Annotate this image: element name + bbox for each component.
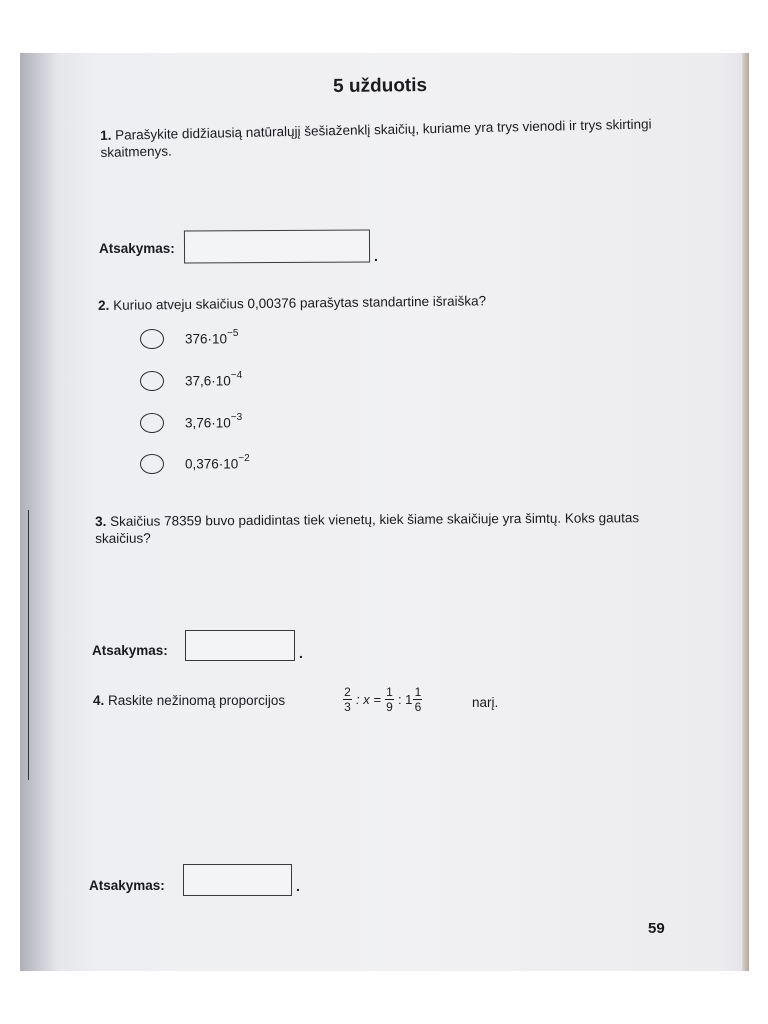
page-title: 5 užduotis	[333, 75, 428, 97]
question-2-text: Kuriuo atveju skaičius 0,00376 parašytas standartine išraiška?	[113, 293, 487, 313]
fraction-one-ninth	[385, 686, 394, 713]
fraction-2-denominator: 9	[386, 700, 393, 714]
fraction-one-sixth	[413, 686, 422, 713]
question-1-number: 1.	[100, 127, 112, 143]
page-number: 59	[648, 920, 665, 937]
option-b	[185, 372, 242, 389]
option-a	[185, 330, 238, 347]
answer-4-label: Atsakymas:	[89, 878, 165, 893]
question-3	[95, 509, 675, 547]
page-edge	[742, 53, 749, 971]
option-b-base: 37,6·10	[185, 373, 231, 389]
fraction-1-numerator: 2	[344, 685, 351, 699]
answer-1-input[interactable]	[184, 230, 370, 264]
option-a-exponent: −5	[227, 328, 239, 339]
answer-4-period: .	[296, 878, 300, 894]
option-c	[185, 414, 242, 431]
option-c-radio[interactable]	[140, 413, 164, 433]
answer-4-input[interactable]	[183, 864, 292, 896]
question-4-suffix: narį.	[472, 695, 499, 710]
question-3-number: 3.	[95, 513, 107, 529]
colon-mixed-whole: : 1	[397, 692, 413, 707]
answer-3-period: .	[299, 645, 303, 661]
option-a-radio[interactable]	[140, 329, 164, 349]
option-c-exponent: −3	[230, 412, 243, 423]
option-d-exponent: −2	[238, 453, 250, 464]
question-2-number: 2.	[98, 297, 110, 313]
option-b-radio[interactable]	[140, 371, 164, 391]
option-b-exponent: −4	[230, 370, 243, 381]
option-a-base: 376·10	[185, 331, 228, 347]
fraction-3-numerator: 1	[414, 685, 422, 699]
fraction-1-denominator: 3	[344, 700, 351, 714]
fraction-2-numerator: 1	[386, 685, 393, 699]
question-4-number: 4.	[93, 693, 105, 708]
option-c-base: 3,76·10	[185, 415, 231, 431]
option-d-base: 0,376·10	[185, 456, 239, 472]
fraction-3-denominator: 6	[414, 700, 422, 714]
question-1-text: Parašykite didžiausią natūralųjį šešiaženklį skaičių, kuriame yra trys vienodi ir trys skirtingi skaitmenys.	[100, 116, 652, 160]
answer-1-label: Atsakymas:	[99, 241, 175, 256]
option-d-radio[interactable]	[140, 454, 164, 474]
question-4	[93, 692, 323, 709]
option-d	[185, 455, 250, 472]
question-4-text: Raskite nežinomą proporcijos	[108, 693, 286, 708]
answer-1-period: .	[374, 248, 378, 264]
question-3-text: Skaičius 78359 buvo padidintas tiek vienetų, kiek šiame skaičiuje yra šimtų. Koks gautas skaičius?	[95, 510, 640, 546]
colon-x-equals: : x =	[356, 692, 381, 707]
answer-3-input[interactable]	[185, 630, 295, 661]
adjacent-page-edge	[20, 510, 29, 780]
fraction-two-thirds	[343, 686, 352, 713]
answer-3-label: Atsakymas:	[92, 643, 168, 658]
proportion-expression	[342, 686, 423, 713]
